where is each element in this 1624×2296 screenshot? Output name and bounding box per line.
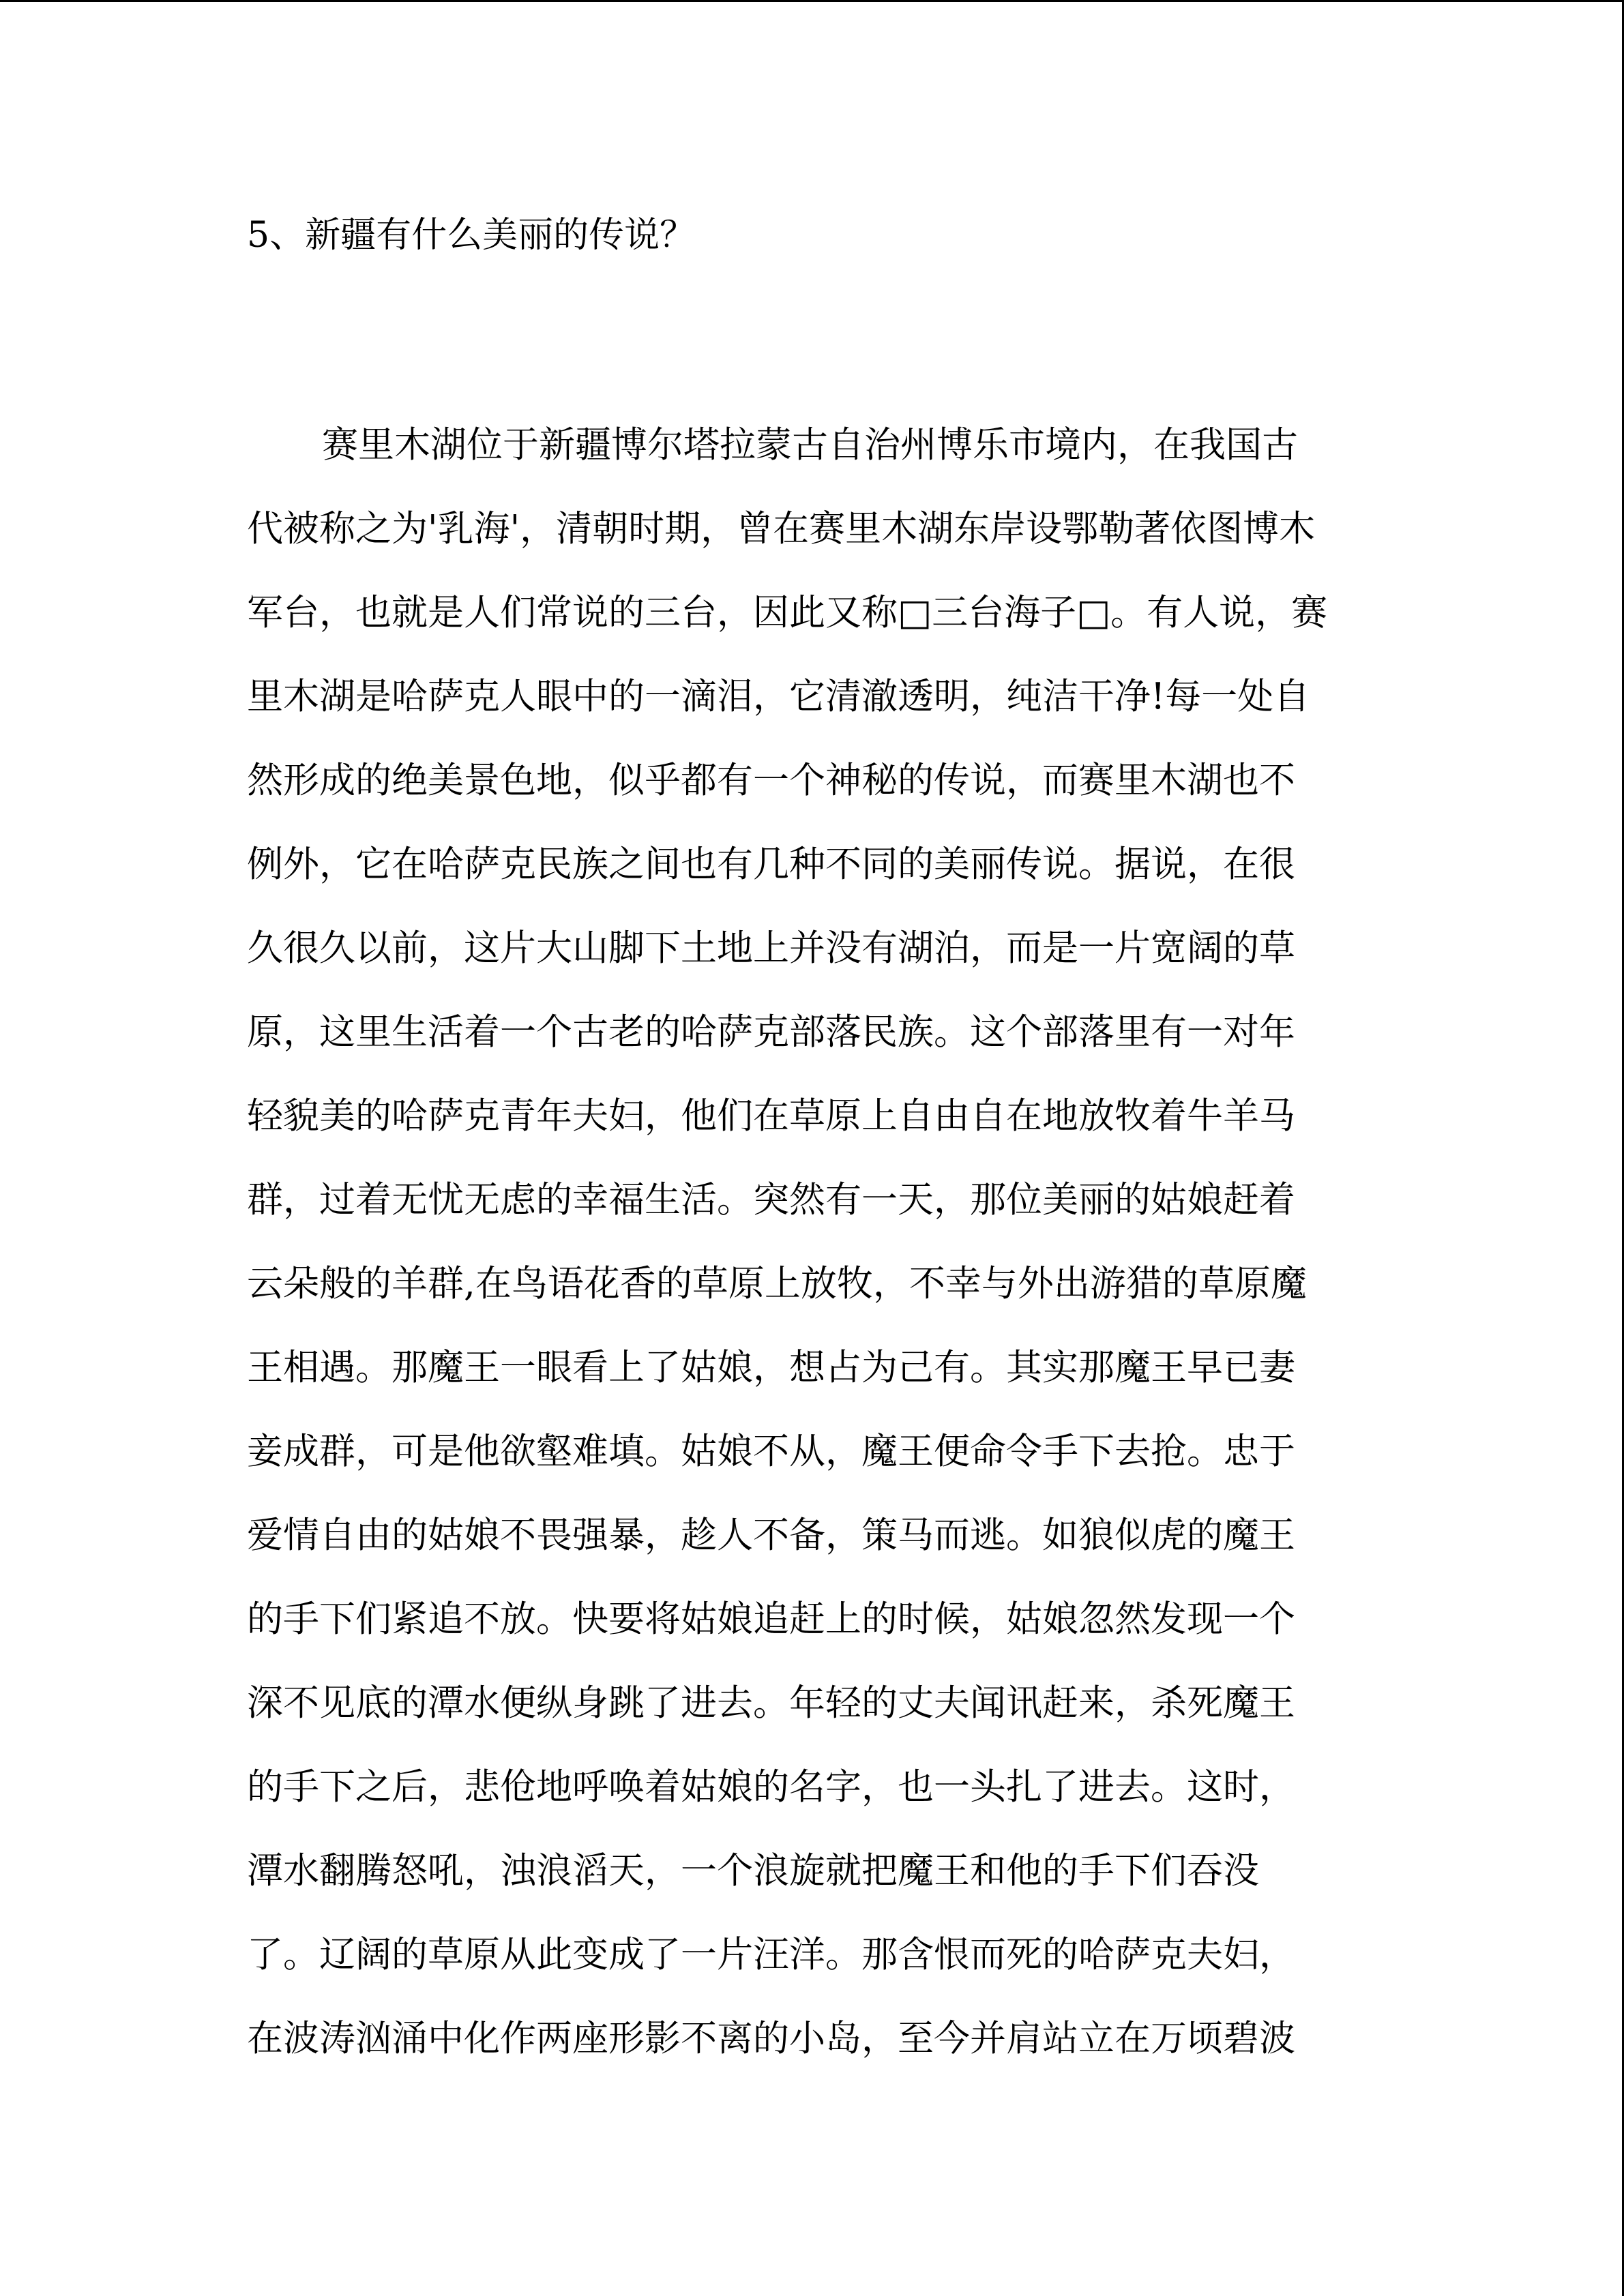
paragraph-line: 群，过着无忧无虑的幸福生活。突然有一天，那位美丽的姑娘赶着 xyxy=(247,1179,1295,1221)
paragraph-line: 的手下之后，悲伧地呼唤着姑娘的名字，也一头扎了进去。这时， xyxy=(247,1766,1295,1808)
paragraph-line: 妾成群，可是他欲壑难填。姑娘不从，魔王便命令手下去抢。忠于 xyxy=(247,1431,1295,1472)
paragraph-line: 潭水翻腾怒吼，浊浪滔天，一个浪旋就把魔王和他的手下们吞没 xyxy=(247,1850,1259,1892)
paragraph-line: 了。辽阔的草原从此变成了一片汪洋。那含恨而死的哈萨克夫妇， xyxy=(247,1934,1295,1976)
paragraph-line: 的手下们紧追不放。快要将姑娘追赶上的时候，姑娘忽然发现一个 xyxy=(247,1598,1295,1640)
paragraph-line: 然形成的绝美景色地，似乎都有一个神秘的传说，而赛里木湖也不 xyxy=(247,760,1295,801)
paragraph-line: 久很久以前，这片大山脚下土地上并没有湖泊，而是一片宽阔的草 xyxy=(247,927,1295,969)
paragraph-line: 例外，它在哈萨克民族之间也有几种不同的美丽传说。据说，在很 xyxy=(247,844,1295,885)
paragraph-line: 赛里木湖位于新疆博尔塔拉蒙古自治州博乐市境内，在我国古 xyxy=(322,424,1298,466)
paragraph-line: 代被称之为'乳海'，清朝时期，曾在赛里木湖东岸设鄂勒著依图博木 xyxy=(247,508,1316,550)
paragraph-line: 爱情自由的姑娘不畏强暴，趁人不备，策马而逃。如狼似虎的魔王 xyxy=(247,1515,1295,1556)
paragraph-line: 王相遇。那魔王一眼看上了姑娘，想占为己有。其实那魔王早已妻 xyxy=(247,1347,1295,1388)
paragraph-line: 深不见底的潭水便纵身跳了进去。年轻的丈夫闻讯赶来，杀死魔王 xyxy=(247,1682,1295,1724)
paragraph-line: 里木湖是哈萨克人眼中的一滴泪，它清澈透明，纯洁干净!每一处自 xyxy=(247,676,1310,717)
paragraph-line: 在波涛汹涌中化作两座形影不离的小岛，至今并肩站立在万顷碧波 xyxy=(247,2018,1295,2059)
paragraph-line: 云朵般的羊群,在鸟语花香的草原上放牧，不幸与外出游猎的草原魔 xyxy=(247,1263,1307,1304)
body-paragraph xyxy=(247,421,1379,2099)
paragraph-line: 轻貌美的哈萨克青年夫妇，他们在草原上自由自在地放牧着牛羊马 xyxy=(247,1095,1295,1137)
section-heading: 5、新疆有什么美丽的传说？ xyxy=(247,215,696,256)
paragraph-line: 原，这里生活着一个古老的哈萨克部落民族。这个部落里有一对年 xyxy=(247,1011,1295,1053)
paragraph-line: 军台，也就是人们常说的三台，因此又称□三台海子□。有人说，赛 xyxy=(247,592,1328,633)
page-border-top xyxy=(0,0,1624,2)
